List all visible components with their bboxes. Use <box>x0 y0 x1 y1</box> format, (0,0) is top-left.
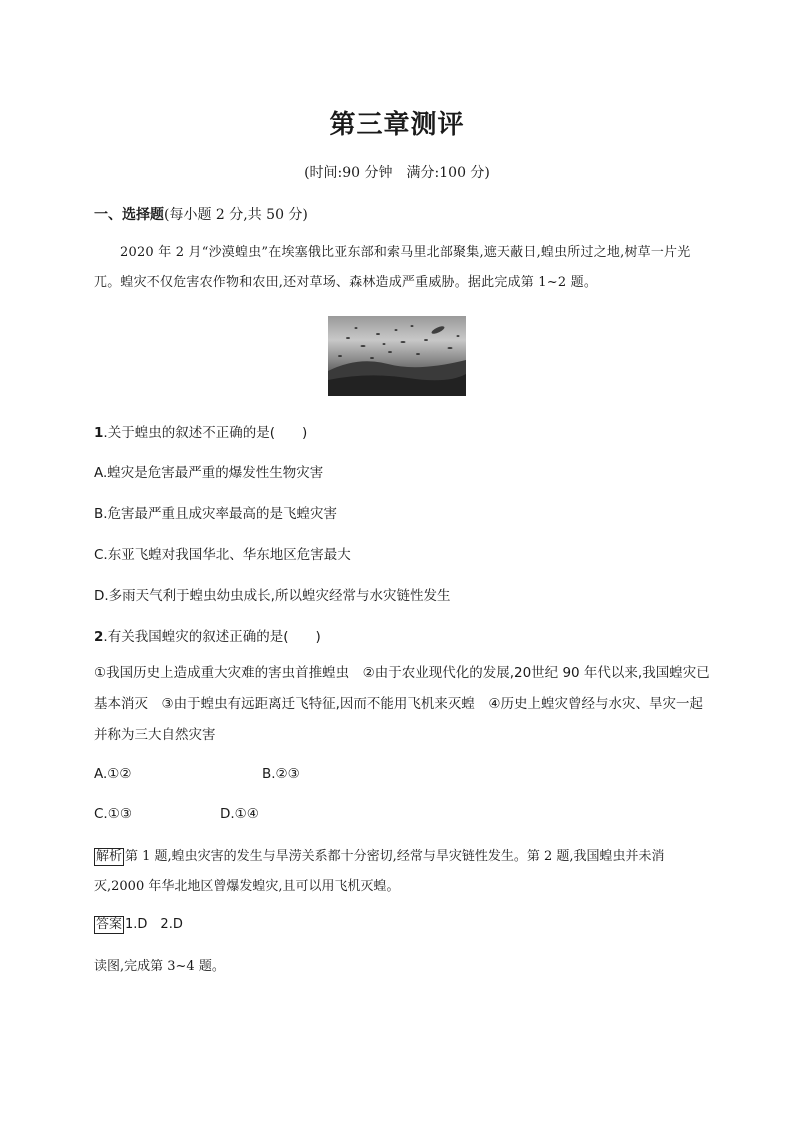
section-heading <box>94 204 308 224</box>
answer-block <box>94 910 706 940</box>
question-2-statements: ①我国历史上造成重大灾难的害虫首推蝗虫 ②由于农业现代化的发展,20世纪 90 年代以来,我国蝗灾已基本消灭 ③由于蝗虫有远距离迁飞特征,因而不能用飞机来灭蝗 ④历史上蝗灾曾经与水灾、旱灾一起并称为三大自然灾害 <box>94 665 710 743</box>
question-2-option-a: A.①② <box>94 766 132 782</box>
question-2-text: .有关我国蝗灾的叙述正确的是( ) <box>103 629 321 645</box>
analysis-label: 解析 <box>96 849 123 864</box>
question-2-option-d: D.①④ <box>220 806 259 822</box>
next-instruction: 读图,完成第 3~4 题。 <box>94 959 225 974</box>
question-2-option-c: C.①③ <box>94 806 132 822</box>
question-2-stem <box>94 622 714 652</box>
question-2-number: 2 <box>94 629 104 645</box>
section-rule: (每小题 2 分,共 50 分) <box>164 207 308 223</box>
exam-info: (时间:90 分钟 满分:100 分) <box>304 165 490 181</box>
question-1-option-d: D.多雨天气利于蝗虫幼虫成长,所以蝗灾经常与水灾链性发生 <box>94 588 451 604</box>
analysis-block <box>94 842 706 902</box>
question-1-text: .关于蝗虫的叙述不正确的是( ) <box>103 425 308 441</box>
question-1-number: 1 <box>94 425 104 441</box>
question-1-option-a: A.蝗灾是危害最严重的爆发性生物灾害 <box>94 465 324 481</box>
question-1-option-b: B.危害最严重且成灾率最高的是飞蝗灾害 <box>94 506 338 522</box>
question-2-option-b: B.②③ <box>262 766 300 782</box>
answer-label: 答案 <box>96 917 123 932</box>
section-title: 一、选择题 <box>94 207 164 223</box>
answer-text: 1.D 2.D <box>125 917 183 932</box>
locust-swarm-photo <box>328 316 466 396</box>
question-1-option-c: C.东亚飞蝗对我国华北、华东地区危害最大 <box>94 547 351 563</box>
analysis-text: 第 1 题,蝗虫灾害的发生与旱涝关系都十分密切,经常与旱灾链性发生。第 2 题,我国蝗虫并未消灭,2000 年华北地区曾爆发蝗灾,且可以用飞机灭蝗。 <box>94 849 665 894</box>
question-1-stem <box>94 418 714 448</box>
intro-paragraph: 2020 年 2 月“沙漠蝗虫”在埃塞俄比亚东部和索马里北部聚集,遮天蔽日,蝗虫所过之地,树草一片光兀。蝗灾不仅危害农作物和农田,还对草场、森林造成严重威胁。据此完成第 1~2 题。 <box>94 245 691 290</box>
page-title: 第三章测评 <box>329 110 465 140</box>
